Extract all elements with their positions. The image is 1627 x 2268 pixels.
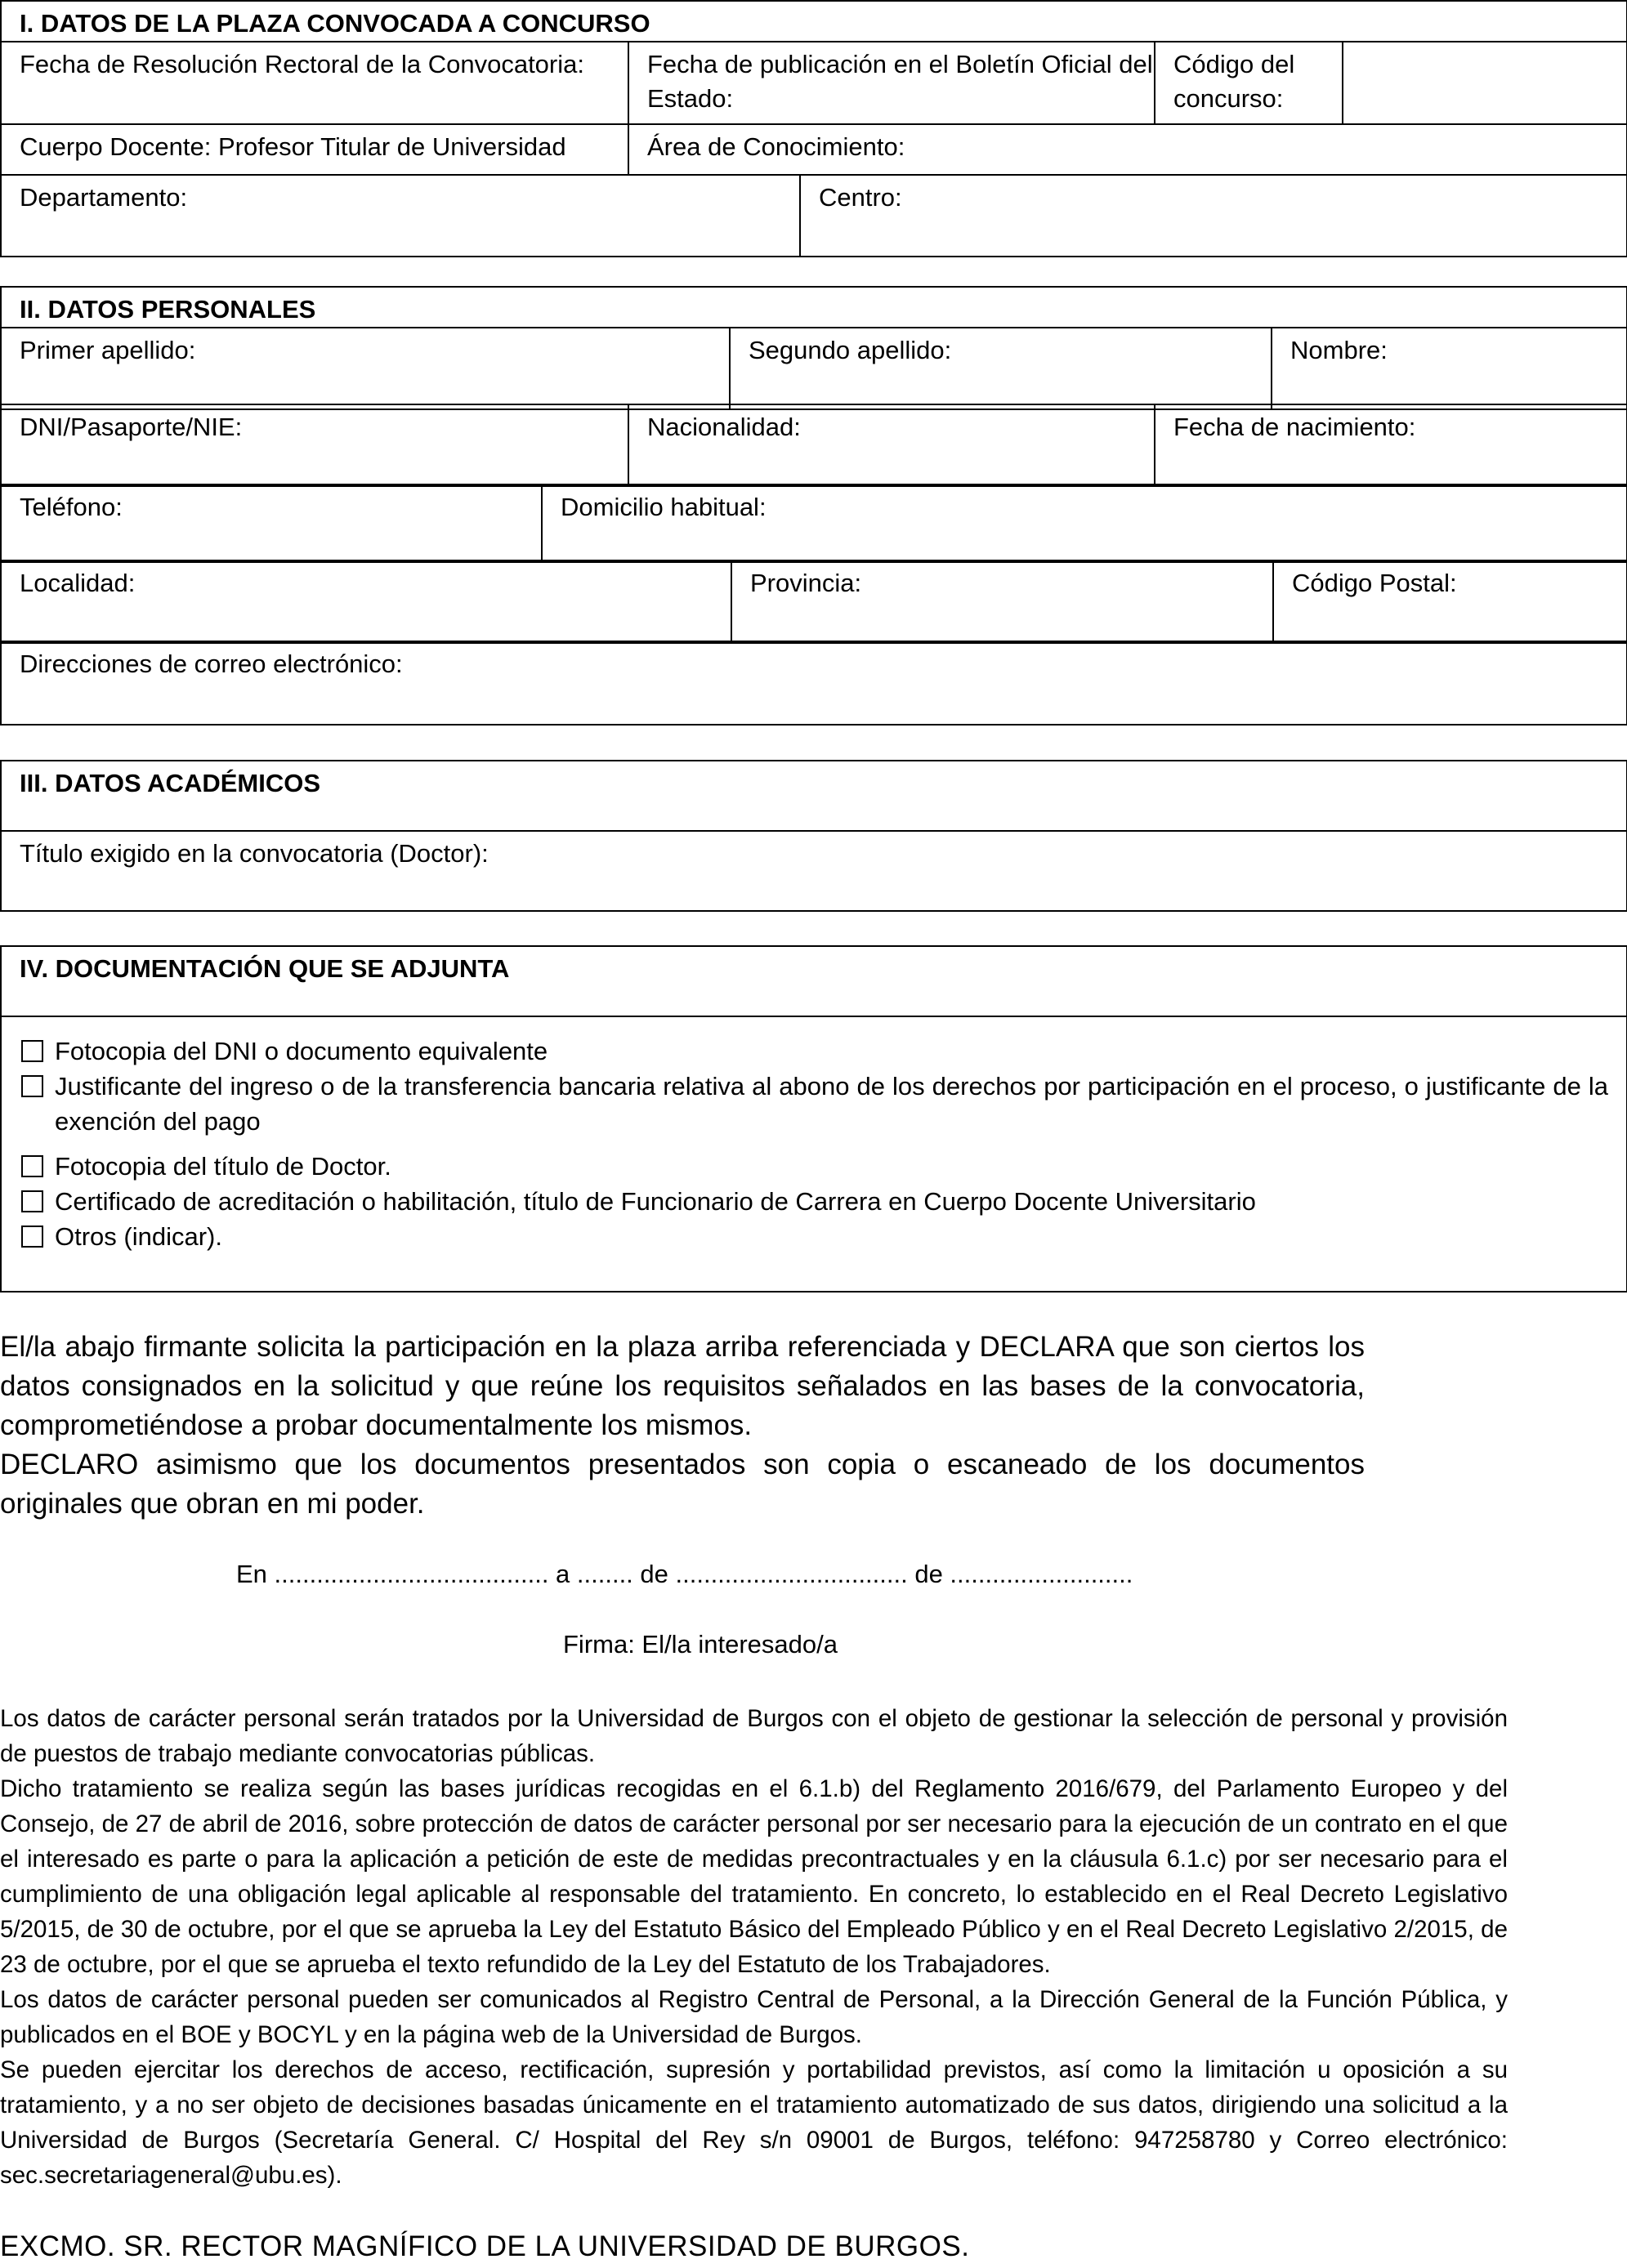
- cuerpo-docente-field: Cuerpo Docente: Profesor Titular de Universidad: [1, 124, 628, 175]
- codigo-postal-field[interactable]: Código Postal:: [1273, 560, 1627, 643]
- checklist-item[interactable]: Fotocopia del título de Doctor.: [21, 1149, 1608, 1184]
- documentacion-checklist: [1, 1016, 1627, 1292]
- section-datos-personales: [0, 286, 1627, 410]
- checkbox-icon[interactable]: [21, 1226, 43, 1248]
- provincia-field[interactable]: Provincia:: [731, 560, 1273, 643]
- checklist-item[interactable]: Fotocopia del DNI o documento equivalente: [21, 1034, 1608, 1069]
- nombre-field[interactable]: Nombre:: [1272, 328, 1627, 409]
- section-2-title: II. DATOS PERSONALES: [1, 287, 1627, 328]
- section-3-title: III. DATOS ACADÉMICOS: [1, 761, 1627, 831]
- nacionalidad-field[interactable]: Nacionalidad:: [628, 404, 1155, 486]
- data-protection-notice: [0, 1701, 1508, 2193]
- codigo-concurso-field[interactable]: [1343, 42, 1627, 124]
- checkbox-icon[interactable]: [21, 1075, 43, 1097]
- primer-apellido-field[interactable]: Primer apellido:: [1, 328, 730, 409]
- section-1-title: I. DATOS DE LA PLAZA CONVOCADA A CONCURSO: [1, 1, 1627, 42]
- checklist-item[interactable]: Otros (indicar).: [21, 1219, 1608, 1254]
- checklist-item[interactable]: Certificado de acreditación o habilitación, título de Funcionario de Carrera en Cuerpo Docente Universitario: [21, 1184, 1608, 1219]
- legal-paragraph: Se pueden ejercitar los derechos de acceso, rectificación, supresión y portabilidad previstos, así como la limitación u oposición a su tratamiento, y a no ser objeto de decisiones basadas únicamente en el tratamiento automatizado de sus datos, dirigiendo una solicitud a la Universidad de Burgos (Secretaría General. C/ Hospital del Rey s/n 09001 de Burgos, teléfono: 947258780 y Correo electrónico: sec.secretariageneral@ubu.es).: [0, 2056, 1508, 2189]
- place-date-line: En ....................................... a ........ de ................................. de ..........................: [236, 1560, 1133, 1588]
- dni-field[interactable]: DNI/Pasaporte/NIE:: [1, 404, 628, 486]
- centro-field[interactable]: Centro:: [800, 175, 1627, 257]
- declaration-paragraph: DECLARO asimismo que los documentos presentados son copia o escaneado de los documentos originales que obran en mi poder.: [0, 1449, 1365, 1520]
- declaration-paragraph: El/la abajo firmante solicita la participación en la plaza arriba referenciada y DECLARA que son ciertos los datos consignados en la solicitud y que reúne los requisitos señalados en las bases de la convocatoria, comprometiéndose a probar documentalmente los mismos.: [0, 1331, 1365, 1441]
- domicilio-field[interactable]: Domicilio habitual:: [542, 484, 1627, 562]
- checkbox-icon[interactable]: [21, 1155, 43, 1177]
- row-dni: [0, 404, 1627, 487]
- correo-field[interactable]: Direcciones de correo electrónico:: [1, 641, 1627, 725]
- legal-paragraph: Los datos de carácter personal serán tratados por la Universidad de Burgos con el objeto de gestionar la selección de personal y provisión de puestos de trabajo mediante convocatorias públicas.: [0, 1705, 1508, 1767]
- codigo-concurso-label: Código del concurso:: [1155, 42, 1343, 124]
- fecha-resolucion-field[interactable]: Fecha de Resolución Rectoral de la Convocatoria:: [1, 42, 628, 124]
- legal-paragraph: Los datos de carácter personal pueden ser comunicados al Registro Central de Personal, a la Dirección General de la Función Pública, y publicados en el BOE y BOCYL y en la página web de la Universidad de Burgos.: [0, 1986, 1508, 2048]
- row-correo: [0, 641, 1627, 725]
- section-documentacion: [0, 945, 1627, 1292]
- telefono-field[interactable]: Teléfono:: [1, 484, 542, 562]
- localidad-field[interactable]: Localidad:: [1, 560, 731, 643]
- addressee-footer: EXCMO. SR. RECTOR MAGNÍFICO DE LA UNIVERSIDAD DE BURGOS.: [0, 2230, 970, 2262]
- area-conocimiento-field[interactable]: Área de Conocimiento:: [628, 124, 1627, 175]
- section-4-title: IV. DOCUMENTACIÓN QUE SE ADJUNTA: [1, 946, 1627, 1016]
- titulo-exigido-field[interactable]: Título exigido en la convocatoria (Doctor):: [1, 831, 1627, 911]
- checkbox-icon[interactable]: [21, 1190, 43, 1212]
- segundo-apellido-field[interactable]: Segundo apellido:: [730, 328, 1272, 409]
- signature-label: Firma: El/la interesado/a: [563, 1630, 838, 1659]
- row-telefono: [0, 484, 1627, 563]
- row-localidad: [0, 560, 1627, 644]
- fecha-nacimiento-field[interactable]: Fecha de nacimiento:: [1155, 404, 1627, 486]
- declaration-text: [0, 1328, 1365, 1524]
- fecha-publicacion-field[interactable]: Fecha de publicación en el Boletín Oficial del Estado:: [628, 42, 1155, 124]
- checklist-item[interactable]: Justificante del ingreso o de la transferencia bancaria relativa al abono de los derechos por participación en el proceso, o justificante de la exención del pago: [21, 1069, 1608, 1139]
- section-datos-academicos: [0, 760, 1627, 912]
- legal-paragraph: Dicho tratamiento se realiza según las bases jurídicas recogidas en el 6.1.b) del Reglamento 2016/679, del Parlamento Europeo y del Consejo, de 27 de abril de 2016, sobre protección de datos de carácter personal por ser necesario para la ejecución de un contrato en el que el interesado es parte o para la aplicación a petición de este de medidas precontractuales y en la cláusula 6.1.c) por ser necesario para el cumplimiento de una obligación legal aplicable al responsable del tratamiento. En concreto, lo establecido en el Real Decreto Legislativo 5/2015, de 30 de octubre, por el que se aprueba la Ley del Estatuto Básico del Empleado Público y en el Real Decreto Legislativo 2/2015, de 23 de octubre, por el que se aprueba el texto refundido de la Ley del Estatuto de los Trabajadores.: [0, 1775, 1508, 1978]
- section-plaza-convocada: [0, 0, 1627, 257]
- checkbox-icon[interactable]: [21, 1040, 43, 1062]
- departamento-field[interactable]: Departamento:: [1, 175, 800, 257]
